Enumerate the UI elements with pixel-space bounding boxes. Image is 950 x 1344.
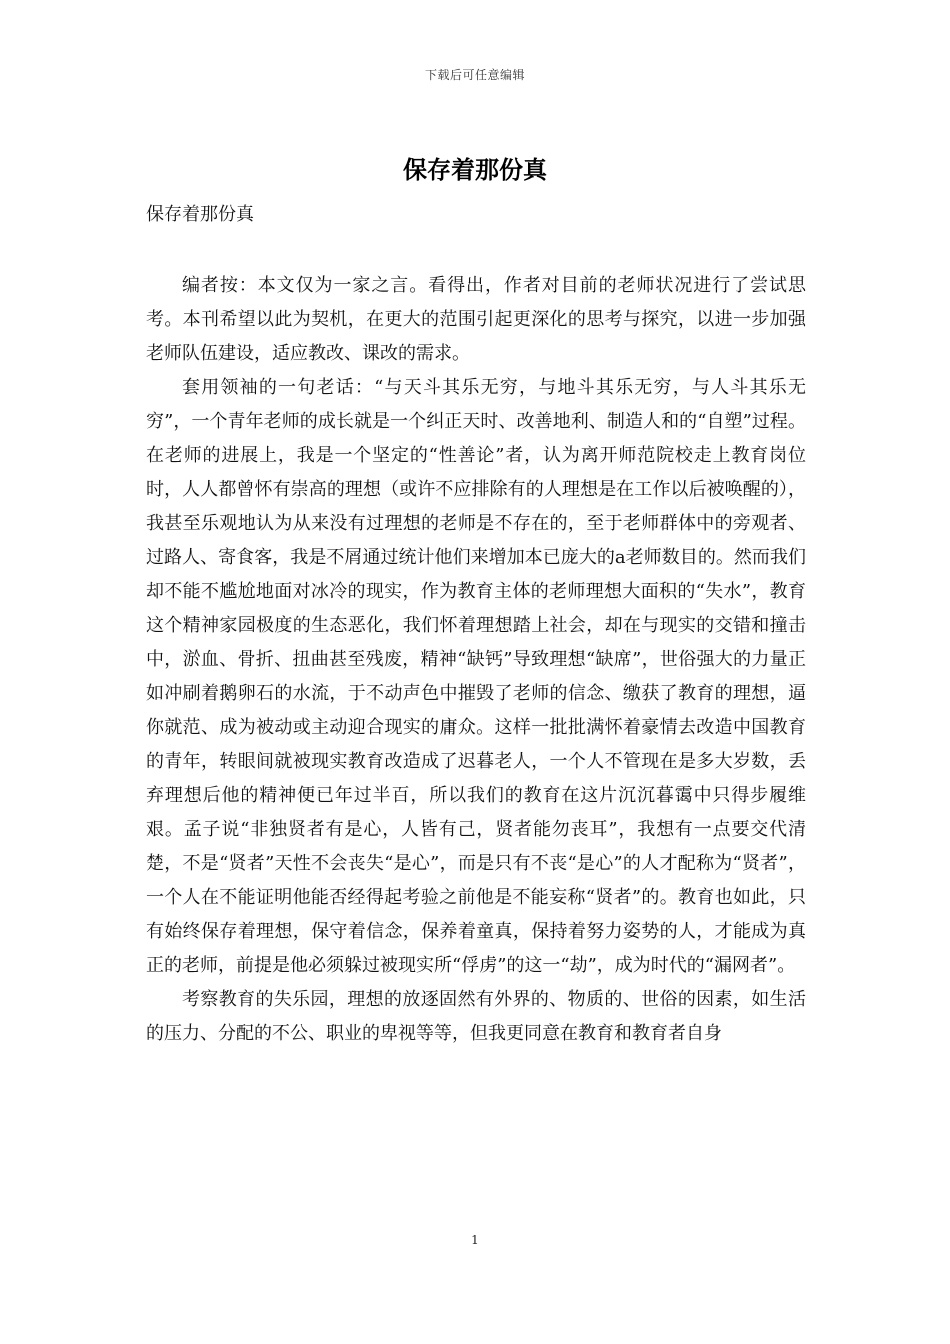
page-number: 1: [471, 1233, 479, 1247]
paragraph-main: 套用领袖的一句老话：“与天斗其乐无穷，与地斗其乐无穷，与人斗其乐无穷”，一个青年老师的成长就是一个纠正天时、改善地利、制造人和的“自塑”过程。在老师的进展上，我是一个坚定的“性善论”者，认为离开师范院校走上教育岗位时，人人都曾怀有崇高的理想（或许不应排除有的人理想是在工作以后被唤醒的），我甚至乐观地认为从来没有过理想的老师是不存在的，至于老师群体中的旁观者、过路人、寄食客，我是不屑通过统计他们来增加本已庞大的a老师数目的。然而我们却不能不尴尬地面对冰冷的现实，作为教育主体的老师理想大面积的“失水”，教育这个精神家园极度的生态恶化，我们怀着理想踏上社会，却在与现实的交错和撞击中，淤血、骨折、扭曲甚至残废，精神“缺钙”导致理想“缺席”，世俗强大的力量正如冲刷着鹅卵石的水流，于不动声色中摧毁了老师的信念、缴获了教育的理想，逼你就范、成为被动或主动迎合现实的庸众。这样一批批满怀着豪情去改造中国教育的青年，转眼间就被现实教育改造成了迟暮老人，一个人不管现在是多大岁数，丢弃理想后他的精神便已年过半百，所以我们的教育在这片沉沉暮霭中只得步履维艰。孟子说“非独贤者有是心，人皆有己，贤者能勿丧耳”，我想有一点要交代清楚，不是“贤者”天性不会丧失“是心”，而是只有不丧“是心”的人才配称为“贤者”，一个人在不能证明他能否经得起考验之前他是不能妄称“贤者”的。教育也如此，只有始终保存着理想，保守着信念，保养着童真，保持着努力姿势的人，才能成为真正的老师，前提是他必须躲过被现实所“俘虏”的这一“劫”，成为时代的“漏网者”。: [146, 377, 806, 976]
header-note: 下载后可任意编辑: [424, 68, 525, 82]
body-text: [146, 269, 806, 1051]
paragraph-editor-note: 编者按：本文仅为一家之言。看得出，作者对目前的老师状况进行了尝试思考。本刊希望以此为契机，在更大的范围引起更深化的思考与探究，以进一步加强老师队伍建设，适应教改、课改的需求。: [146, 275, 806, 364]
document-title: 保存着那份真: [403, 155, 547, 184]
document-subtitle: 保存着那份真: [146, 204, 254, 225]
paragraph-inquiry: 考察教育的失乐园，理想的放逐固然有外界的、物质的、世俗的因素，如生活的压力、分配的不公、职业的卑视等等，但我更同意在教育和教育者自身: [146, 989, 806, 1044]
